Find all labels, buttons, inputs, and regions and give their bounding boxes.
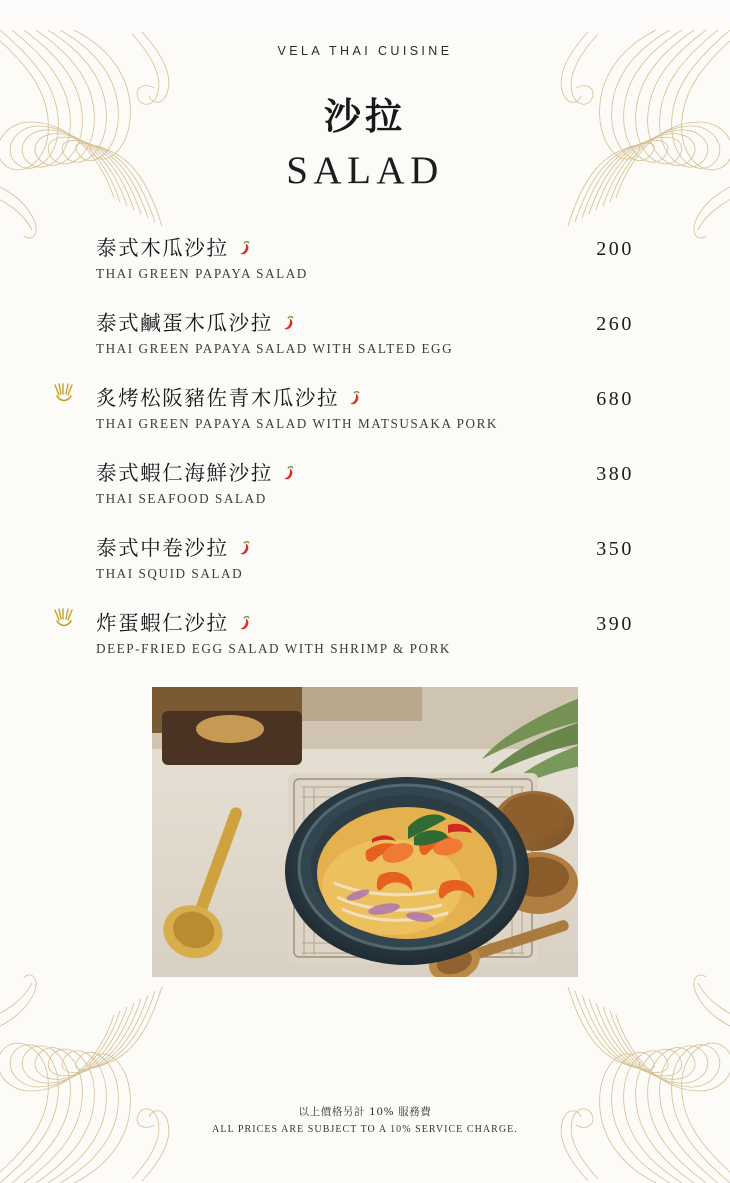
menu-item-main-row	[96, 456, 634, 486]
service-charge-note-cn: 以上價格另計 10% 服務費	[298, 1106, 432, 1118]
menu-item-price: 380	[596, 463, 634, 485]
menu-item[interactable]	[96, 606, 634, 657]
chili-pepper-icon	[346, 389, 364, 407]
menu-item-price: 260	[596, 313, 634, 335]
dish-photo	[152, 687, 578, 977]
menu-item-name-en: THAI GREEN PAPAYA SALAD WITH MATSUSAKA PORK	[96, 416, 499, 431]
menu-page	[0, 44, 730, 1169]
service-charge-note-en: ALL PRICES ARE SUBJECT TO A 10% SERVICE CHARGE.	[212, 1124, 518, 1135]
menu-item-name-en: THAI GREEN PAPAYA SALAD	[96, 266, 308, 281]
menu-item[interactable]	[96, 456, 634, 507]
menu-item-main-row	[96, 231, 634, 261]
restaurant-name: VELA THAI CUISINE	[277, 44, 453, 58]
menu-item-price: 680	[596, 388, 634, 410]
menu-item-name-en: THAI SQUID SALAD	[96, 566, 244, 581]
menu-item-name-en: THAI GREEN PAPAYA SALAD WITH SALTED EGG	[96, 341, 454, 356]
chili-pepper-icon	[236, 539, 254, 557]
menu-item-main-row	[96, 606, 634, 636]
menu-item-name-cn: 泰式木瓜沙拉	[96, 236, 229, 260]
menu-item-name-en: THAI SEAFOOD SALAD	[96, 491, 267, 506]
menu-item-price: 350	[596, 538, 634, 560]
menu-item[interactable]	[96, 531, 634, 582]
menu-item-name-en: DEEP-FRIED EGG SALAD WITH SHRIMP & PORK	[96, 641, 451, 656]
menu-item-name-cn: 泰式蝦仁海鮮沙拉	[96, 461, 273, 485]
menu-item-main-row	[96, 381, 634, 411]
corner-flourish-bottom-right	[518, 973, 730, 1183]
chili-pepper-icon	[236, 614, 254, 632]
signature-leaf-icon	[52, 608, 78, 630]
menu-item-price: 200	[596, 238, 634, 260]
menu-item-price: 390	[596, 613, 634, 635]
corner-flourish-bottom-left	[0, 973, 212, 1183]
menu-item[interactable]	[96, 231, 634, 282]
dish-photo-image	[152, 687, 578, 977]
menu-item-name-cn: 炙烤松阪豬佐青木瓜沙拉	[96, 386, 340, 410]
chili-pepper-icon	[280, 464, 298, 482]
page-title-cn: 沙拉	[324, 94, 406, 138]
chili-pepper-icon	[280, 314, 298, 332]
menu-item-name-cn: 炸蛋蝦仁沙拉	[96, 611, 229, 635]
menu-item-main-row	[96, 531, 634, 561]
menu-item-main-row	[96, 306, 634, 336]
signature-leaf-icon	[52, 383, 78, 405]
menu-item-name-cn: 泰式中卷沙拉	[96, 536, 229, 560]
page-title-en: SALAD	[286, 149, 444, 192]
menu-item[interactable]	[96, 381, 634, 432]
chili-pepper-icon	[236, 239, 254, 257]
footer-note	[0, 1104, 730, 1135]
menu-item-name-cn: 泰式鹹蛋木瓜沙拉	[96, 311, 273, 335]
menu-item[interactable]	[96, 306, 634, 357]
menu-item-list	[96, 231, 634, 657]
